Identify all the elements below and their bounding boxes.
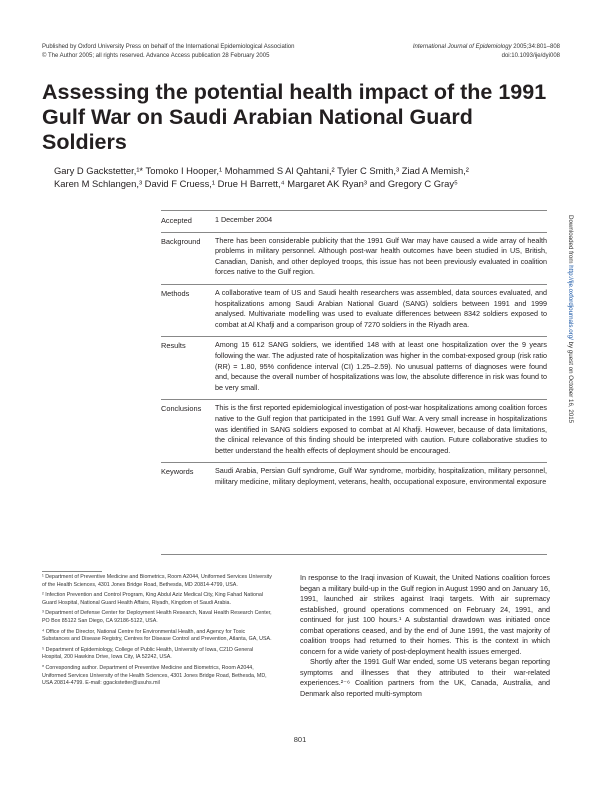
footnote: ⁴ Office of the Director, National Centre for Environmental Health, and Agency for Toxic Substances and Disease Registry, Centres for Disease Control and Prevention, Atlanta, GA, USA.: [42, 628, 272, 643]
abstract-text: 1 December 2004: [215, 215, 273, 224]
download-watermark: [567, 215, 584, 545]
abstract-row-background: [161, 232, 547, 284]
download-link[interactable]: http://ije.oxfordjournals.org/: [567, 265, 574, 340]
footnote: ⁵ Department of Epidemiology, College of Public Health, University of Iowa, C21D General Hospital, 200 Hawkins Drive, Iowa City, IA 52242, USA.: [42, 646, 254, 661]
journal-citation: [413, 43, 560, 52]
publisher-line: Published by Oxford University Press on behalf of the International Epidemiological Association: [42, 44, 295, 50]
abstract-label: Conclusions: [161, 404, 202, 414]
abstract-label: Accepted: [161, 216, 192, 225]
abstract-text: There has been considerable publicity that the 1991 Gulf War may have caused a wide array of health problems in military personnel. Although post-war health outcomes have been studied in US, British, Canadian, Danish, and other deployed troops, this issue has not been previously evaluated in coalition forces native to the Gulf region.: [215, 235, 547, 277]
authors-line-1: Gary D Gackstetter,¹* Tomoko I Hooper,¹ Mohammed S Al Qahtani,² Tyler C Smith,³ Ziad A Memish,²: [54, 165, 469, 176]
abstract-label: Background: [161, 236, 201, 246]
abstract-bottom-rule: [161, 554, 547, 555]
authors-line-2: Karen M Schlangen,³ David F Cruess,¹ Drue H Barrett,⁴ Margaret AK Ryan³ and Gregory C Gray⁵: [54, 178, 458, 189]
abstract-row-conclusions: [161, 399, 547, 462]
journal-name: International Journal of Epidemiology: [412, 44, 512, 50]
author-list: [54, 164, 574, 190]
download-suffix: by guest on October 16, 2015: [567, 339, 574, 424]
abstract-row-methods: [161, 284, 547, 336]
abstract-label: Results: [161, 341, 186, 351]
footnote: ¹ Department of Preventive Medicine and Biometrics, Room A2044, Uniformed Services University of the Health Sciences, 4301 Jones Bridge Road, Bethesda, MD 20814-4799, USA.: [42, 574, 272, 588]
article-title: Assessing the potential health impact of the 1991 Gulf War on Saudi Arabian National Guard Soldiers: [42, 80, 547, 154]
abstract-text: This is the first reported epidemiological investigation of post-war hospitalizations among coalition forces native to the Gulf region that participated in the 1991 Gulf War. A very small increase in hospitalizations was identified in SANG soldiers exposed to combat at Al Khafji. However, because of data limitations, the clinical relevance of this finding should be interpreted with caution. Future collaborative studies to better understand the health effects of deployment should be encouraged.: [215, 403, 547, 455]
body-paragraph: In response to the Iraqi invasion of Kuwait, the United Nations coalition forces began a military build-up in the Gulf region in August 1990 and on January 16, 1991, launched air strikes against Iraqi targets. With air supremacy established, ground operations commenced on February 24, 1991, and continued for just 100 hours.¹ A substantial drawdown was initiated once combat operations ceased, and by the end of June 1991, the vast majority of coalition troops had returned to their homes. This is the context in which concern for a wide variety of post-deployment health issues emerged.: [300, 573, 550, 656]
footnote-rule: [42, 571, 102, 572]
abstract-row-accepted: [161, 212, 547, 232]
journal-ref: 2005;34:801–808: [511, 44, 560, 50]
body-paragraph: Shortly after the 1991 Gulf War ended, some US veterans began reporting symptoms and illnesses that they attributed to their war-related experiences.²⁻⁶ Coalition partners from the UK, Canada, Australia, and Denmark also reported multi-symptom: [300, 657, 550, 698]
abstract: [161, 212, 547, 493]
journal-header: [413, 43, 560, 61]
body-text: [300, 573, 550, 699]
footnote: ² Infection Prevention and Control Program, King Abdul Aziz Medical City, King Fahad National Guard Hospital, National Guard Health Affairs, Riyadh, Kingdom of Saudi Arabia.: [42, 592, 264, 606]
page-number: 801: [293, 735, 307, 744]
abstract-label: Keywords: [161, 467, 194, 477]
abstract-top-rule: [161, 210, 547, 211]
download-note: [567, 215, 574, 423]
abstract-text: Saudi Arabia, Persian Gulf syndrome, Gulf War syndrome, morbidity, hospitalization, military personnel, military medicine, military deployment, veterans, health, occupational exposure, environmental exposure: [215, 466, 547, 486]
footnote: * Corresponding author. Department of Preventive Medicine and Biometrics, Room A2044, Uniformed Services University of the Health Sciences, 4301 Jones Bridge Road, Bethesda, MD, USA 20814-4799. E-mail: ggackstetter@usuhs.mil: [42, 664, 267, 687]
download-prefix: Downloaded from: [567, 215, 574, 266]
abstract-text: Among 15 612 SANG soldiers, we identified 148 with at least one hospitalization over the 9 years following the war. The adjusted rate of hospitalization was higher in the combat-exposed group (risk ratio (RR) = 1.80, 95% confidence interval (CI) 1.25–2.59). No unusual patterns of diagnoses were found and, because the overall number of hospitalizations was low, the absolute difference in risk was found to be very small.: [215, 340, 547, 392]
abstract-row-keywords: [161, 462, 547, 493]
footnote: ³ Department of Defense Center for Deployment Health Research, Naval Health Research Center, PO Box 85122 San Diego, CA 92186-5122, USA.: [42, 610, 272, 624]
footnotes: [42, 574, 274, 691]
copyright-line: © The Author 2005; all rights reserved. Advance Access publication 28 February 2005: [42, 53, 270, 59]
abstract-text: A collaborative team of US and Saudi health researchers was assembled, data sources evaluated, and hospitalizations among Saudi Arabian National Guard (SANG) soldiers between 1991 and 1999 analysed. Multivariate modelling was used to evaluate differences between 8342 soldiers exposed to combat at Al Khafji and a comparison group of 7270 soldiers in the Riyadh area.: [215, 287, 547, 329]
doi: doi:10.1093/ije/dyi008: [501, 53, 560, 59]
abstract-label: Methods: [161, 288, 190, 298]
publisher-header: [42, 43, 294, 61]
abstract-row-results: [161, 336, 547, 399]
